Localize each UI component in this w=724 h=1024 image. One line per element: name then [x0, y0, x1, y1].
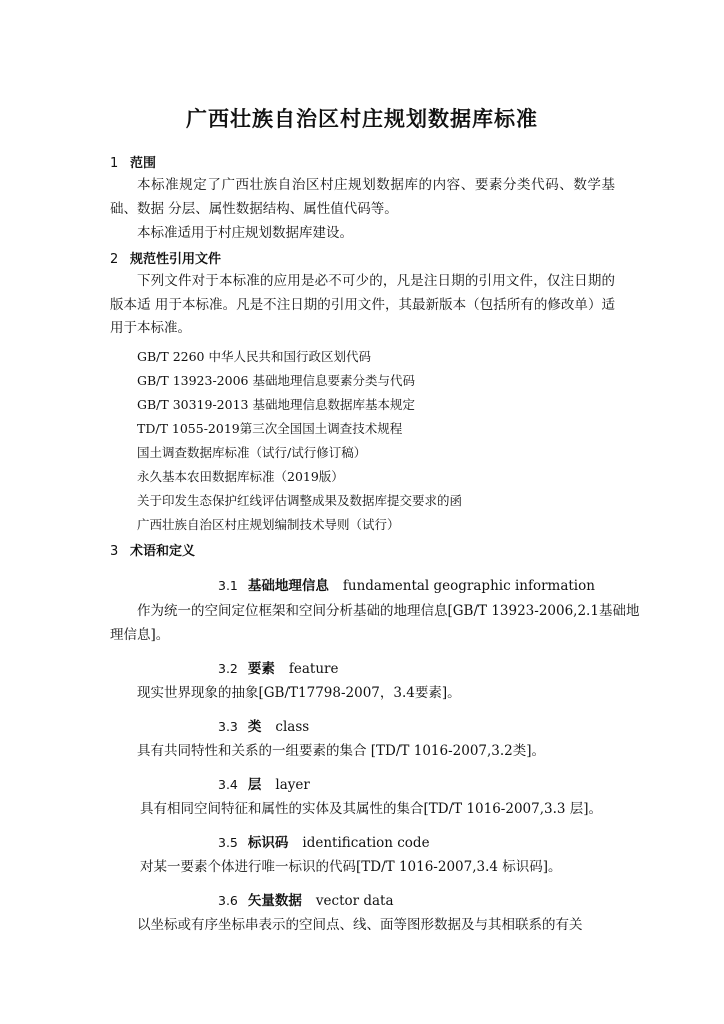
section-number: 3: [110, 544, 119, 559]
section-number: 2: [110, 252, 119, 267]
term-definition: 以坐标或有序坐标串表示的空间点、线、面等图形数据及与其相联系的有关: [137, 917, 583, 933]
term-number: 3.1: [218, 578, 238, 593]
term-chinese: 层: [247, 777, 262, 793]
reference-item: GB/T 30319-2013 基础地理信息数据库基本规定: [137, 397, 415, 412]
term-chinese: 标识码: [247, 835, 289, 851]
term-definition: 现实世界现象的抽象[GB/T17798-2007，3.4要素]。: [137, 685, 461, 701]
term-heading: [218, 831, 430, 851]
term-number: 3.5: [218, 835, 238, 850]
term-number: 3.6: [218, 893, 238, 908]
section-title: 范围: [130, 156, 157, 171]
term-english: identification code: [302, 835, 430, 851]
term-english: class: [275, 719, 310, 735]
reference-item: 永久基本农田数据库标准（2019版）: [137, 469, 344, 484]
reference-item: GB/T 13923-2006 基础地理信息要素分类与代码: [137, 373, 415, 388]
term-number: 3.4: [218, 777, 238, 792]
reference-item: 广西壮族自治区村庄规划编制技术导则（试行）: [137, 517, 400, 532]
reference-item: 关于印发生态保护红线评估调整成果及数据库提交要求的函: [137, 493, 463, 508]
section-1-heading: [110, 152, 156, 171]
term-number: 3.3: [218, 719, 238, 734]
section-title: 规范性引用文件: [130, 252, 222, 267]
term-definition: 对某一要素个体进行唯一标识的代码[TD/T 1016-2007,3.4 标识码]。: [140, 859, 562, 875]
term-english: feature: [288, 661, 339, 677]
reference-item: GB/T 2260 中华人民共和国行政区划代码: [137, 349, 371, 364]
term-chinese: 基础地理信息: [247, 578, 329, 594]
section-1-paragraph-2: 本标准适用于村庄规划数据库建设。: [137, 225, 353, 241]
section-1-paragraph-1: 本标准规定了广西壮族自治区村庄规划数据库的内容、要素分类代码、数学基础、数据 分层、属性数据结构、属性值代码等。: [110, 177, 615, 217]
term-number: 3.2: [218, 661, 238, 676]
term-heading: [218, 715, 309, 735]
section-title: 术语和定义: [130, 544, 196, 559]
section-number: 1: [110, 156, 119, 171]
term-definition: 具有共同特性和关系的一组要素的集合 [TD/T 1016-2007,3.2类]。: [137, 743, 546, 759]
term-heading: [218, 773, 310, 793]
section-3-heading: [110, 540, 195, 559]
term-definition: 具有相同空间特征和属性的实体及其属性的集合[TD/T 1016-2007,3.3 层]。: [140, 801, 603, 817]
reference-item: 国土调查数据库标准（试行/试行修订稿）: [137, 445, 367, 460]
term-definition: 作为统一的空间定位框架和空间分析基础的地理信息[GB/T 13923-2006,2.1基础地: [137, 603, 640, 619]
term-definition-continued: 理信息]。: [110, 627, 170, 643]
term-english: vector data: [315, 893, 394, 909]
term-chinese: 类: [247, 719, 262, 735]
section-2-paragraph-1: 下列文件对于本标准的应用是必不可少的，凡是注日期的引用文件，仅注日期的版本适 用于本标准。凡是不注日期的引用文件，其最新版本（包括所有的修改单）适用于本标准。: [110, 273, 615, 336]
term-chinese: 要素: [247, 661, 275, 677]
term-english: layer: [275, 777, 310, 793]
section-2-heading: [110, 248, 221, 267]
term-english: fundamental geographic information: [342, 578, 595, 594]
reference-item: TD/T 1055-2019第三次全国国土调查技术规程: [137, 421, 403, 436]
term-heading: [218, 657, 339, 677]
term-chinese: 矢量数据: [247, 893, 302, 909]
document-title: 广西壮族自治区村庄规划数据库标准: [186, 107, 538, 131]
term-heading: [218, 889, 394, 909]
term-heading: [218, 574, 595, 594]
